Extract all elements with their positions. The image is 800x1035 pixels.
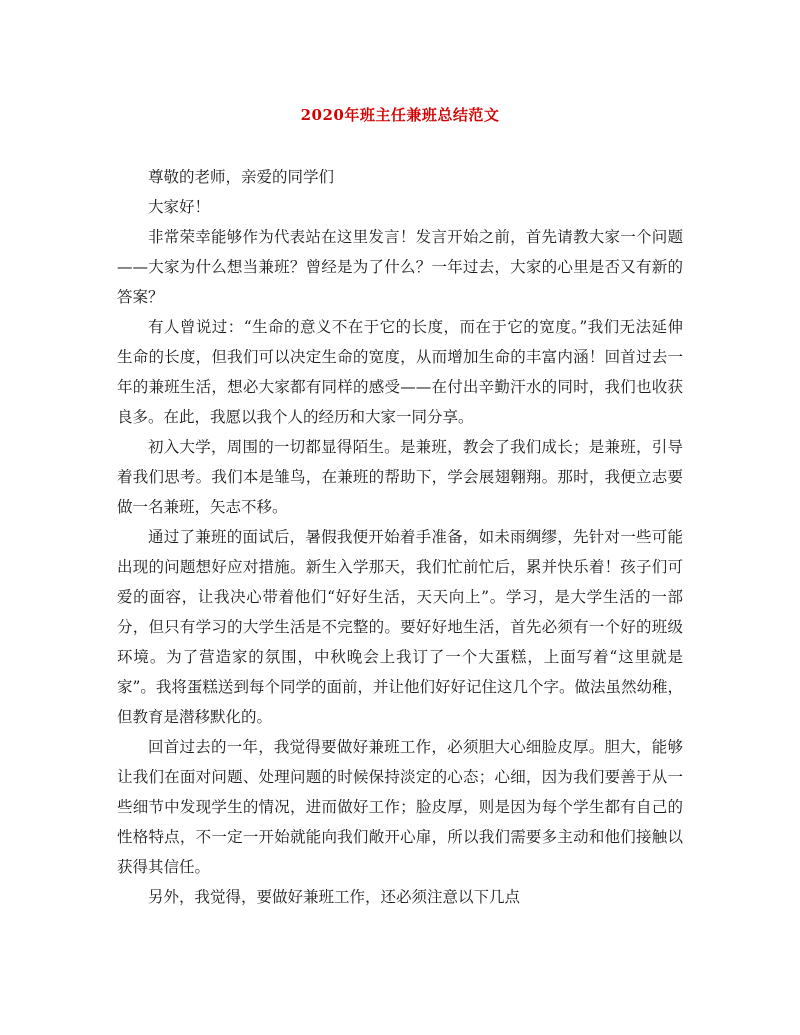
paragraph-salutation: 尊敬的老师，亲爱的同学们 [148,168,335,186]
paragraph-greeting: 大家好！ [148,198,211,216]
document-title: 2020年班主任兼班总结范文 [300,106,500,124]
paragraph: 另外，我觉得，要做好兼班工作，还必须注意以下几点 [148,888,521,906]
paragraph: 有人曾说过：“生命的意义不在于它的长度，而在于它的宽度。”我们无法延伸生命的长度，但我们可以决定生命的宽度，从而增加生命的丰富内涵！回首过去一年的兼班生活，想必大家都有同样的感受——在付出辛勤汗水的同时，我们也收获良多。在此，我愿以我个人的经历和大家一同分享。 [117,318,683,426]
document-body [117,162,683,912]
paragraph: 非常荣幸能够作为代表站在这里发言！发言开始之前，首先请教大家一个问题——大家为什么想当兼班？曾经是为了什么？一年过去，大家的心里是否又有新的答案？ [117,228,683,306]
paragraph: 回首过去的一年，我觉得要做好兼班工作，必须胆大心细脸皮厚。胆大，能够让我们在面对问题、处理问题的时候保持淡定的心态；心细，因为我们要善于从一些细节中发现学生的情况，进而做好工作；脸皮厚，则是因为每个学生都有自己的性格特点，不一定一开始就能向我们敞开心扉，所以我们需要多主动和他们接触以获得其信任。 [117,738,683,876]
paragraph: 通过了兼班的面试后，暑假我便开始着手准备，如未雨绸缪，先针对一些可能出现的问题想好应对措施。新生入学那天，我们忙前忙后，累并快乐着！孩子们可爱的面容，让我决心带着他们“好好生活，天天向上”。学习，是大学生活的一部分，但只有学习的大学生活是不完整的。要好好地生活，首先必须有一个好的班级环境。为了营造家的氛围，中秋晚会上我订了一个大蛋糕，上面写着“这里就是家”。我将蛋糕送到每个同学的面前，并让他们好好记住这几个字。做法虽然幼稚，但教育是潜移默化的。 [117,528,683,726]
paragraph: 初入大学，周围的一切都显得陌生。是兼班，教会了我们成长；是兼班，引导着我们思考。我们本是雏鸟，在兼班的帮助下，学会展翅翱翔。那时，我便立志要做一名兼班，矢志不移。 [117,438,683,516]
